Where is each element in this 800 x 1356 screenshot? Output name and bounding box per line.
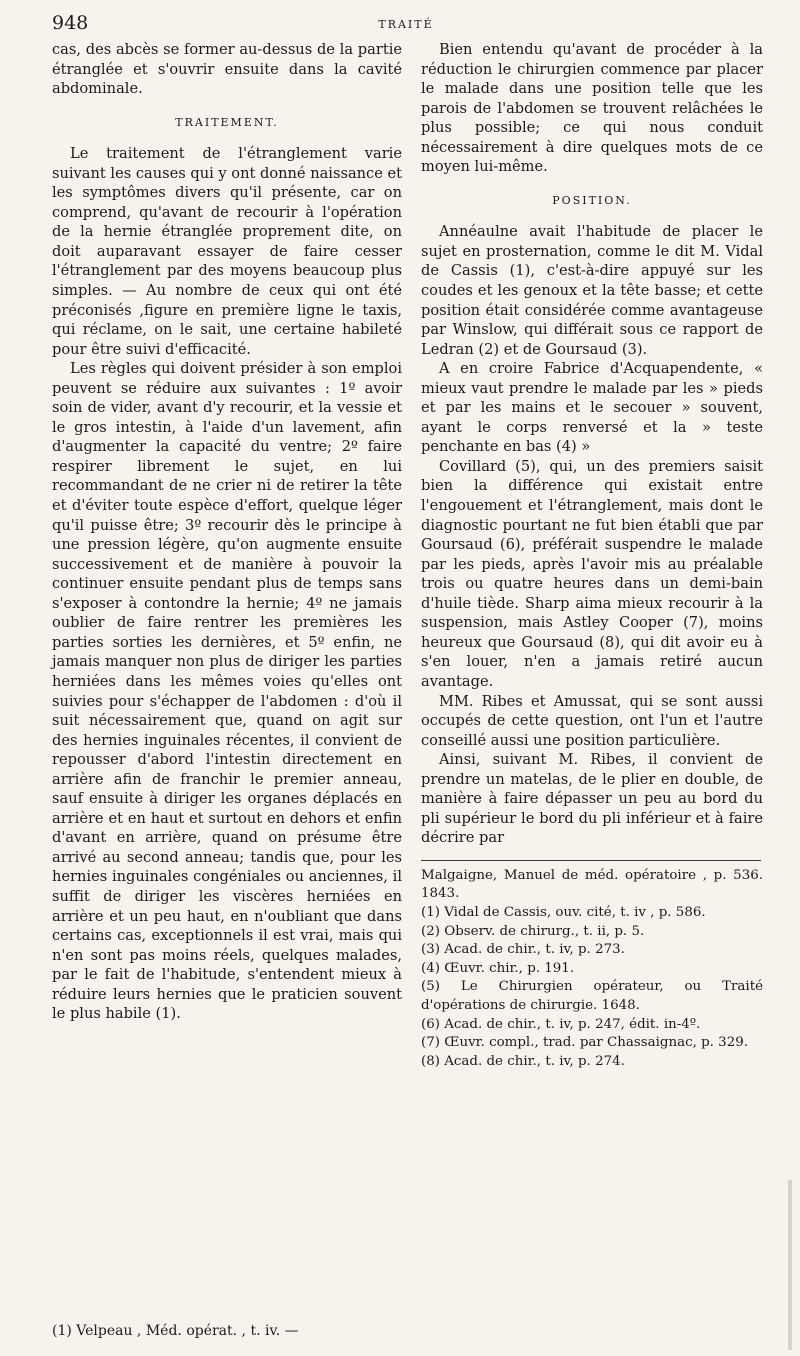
- footnote-7: (7) Œuvr. compl., trad. par Chassaignac, p. 329.: [421, 1035, 748, 1051]
- running-head: TRAITÉ: [378, 18, 434, 31]
- section-title-position: POSITION.: [552, 193, 632, 207]
- footnote-8: (8) Acad. de chir., t. iv, p. 274.: [421, 1053, 625, 1069]
- paragraph-traitement-2: Les règles qui doivent présider à son emploi peuvent se réduire aux suivantes : 1º avoir soin de vider, avant d'y recourir, et la vessie et le gros intestin, à l'aide d'un lavement, afin d'augmenter la capacité du ventre; 2º faire respirer librement le sujet, en lui recommandant de ne crier ni de retirer la tête et d'éviter toute espèce d'effort, quelque léger qu'il puisse être; 3º recourir dès le principe à une pression légère, qu'on augmente ensuite successivement et de manière à pouvoir la continuer ensuite pendant plus de temps sans s'exposer à contondre la hernie; 4º ne jamais oublier de faire rentrer les premières les parties sorties les dernières, et 5º enfin, ne jamais manquer non plus de diriger les parties herniées dans les mêmes voies qu'elles ont suivies pour s'échapper de l'abdomen : d'où il suit nécessairement que, quand on agit sur des hernies inguinales récentes, il convient de repousser d'abord l'intestin directement en arrière afin de franchir le premier anneau, sauf ensuite à diriger les organes déplacés en arrière et en haut et surtout en dehors et enfin d'avant en arrière, quand on présume être arrivé au second anneau; tandis que, pour les hernies inguinales congéniales ou anciennes, il suffit de diriger les viscères herniées en arrière et un peu haut, en n'oubliant que dans certains cas, exceptionnels il est vrai, mais qui n'en sont pas moins réels, quelques malades, par le fait de l'habitude, s'entendent mieux à réduire leurs hernies que le praticien souvent le plus habile (1).: [52, 360, 402, 1023]
- left-column: [52, 40, 402, 1024]
- intro-paragraph: cas, des abcès se former au-dessus de la partie étranglée et s'ouvrir ensuite dans la cavité abdominale.: [52, 41, 402, 98]
- page-header: [52, 10, 760, 40]
- page-edge-shadow: [788, 1180, 792, 1350]
- paragraph-position-4: MM. Ribes et Amussat, qui se sont aussi occupés de cette question, ont l'un et l'autre conseillé aussi une position particulière.: [421, 692, 763, 749]
- right-column: [421, 40, 763, 1071]
- left-footnote-area: [52, 1323, 402, 1339]
- footnote-1: (1) Vidal de Cassis, ouv. cité, t. iv , p. 586.: [421, 905, 706, 921]
- page-number: 948: [52, 12, 89, 34]
- footnote-3: (3) Acad. de chir., t. iv, p. 273.: [421, 942, 625, 958]
- footnote-1-left: (1) Velpeau , Méd. opérat. , t. iv. —: [52, 1323, 299, 1339]
- paragraph-traitement-1: Le traitement de l'étranglement varie suivant les causes qui y ont donné naissance et les symptômes divers qu'il présente, car on comprend, qu'avant de recourir à l'opération de la hernie étranglée proprement dite, on doit auparavant essayer de faire cesser l'étranglement par des moyens beaucoup plus simples. — Au nombre de ceux qui ont été préconisés ,figure en première ligne le taxis, qui réclame, on le sait, une certaine habileté pour être suivi d'efficacité.: [52, 145, 402, 358]
- paragraph-position-3: Covillard (5), qui, un des premiers saisit bien la différence qui existait entre l'engouement et l'étranglement, mais dont le diagnostic pourtant ne fut bien établi que par Goursaud (6), préférait suspendre le malade par les pieds, après l'avoir mis au préalable trois ou quatre heures dans un demi-bain d'huile tiède. Sharp aima mieux recourir à la suspension, mais Astley Cooper (7), moins heureux que Goursaud (8), qui dit avoir eu à s'en louer, n'en a jamais retiré aucun avantage.: [421, 457, 763, 690]
- section-title-traitement: TRAITEMENT.: [175, 115, 279, 129]
- footnote-rule: [421, 860, 761, 861]
- paragraph-position-1: Annéaulne avait l'habitude de placer le sujet en prosternation, comme le dit M. Vidal de Cassis (1), c'est-à-dire appuyé sur les coudes et les genoux et la tête basse; et cette position était considérée comme avantageuse par Winslow, qui différait sous ce rapport de Ledran (2) et de Goursaud (3).: [421, 223, 763, 358]
- footnote-6: (6) Acad. de chir., t. iv, p. 247, édit. in-4º.: [421, 1016, 701, 1032]
- paragraph-position-2: A en croire Fabrice d'Acquapendente, « mieux vaut prendre le malade par les » pieds et par les mains et le secouer » souvent, ayant le corps renversé et la » teste penchante en bas (4) »: [421, 360, 763, 456]
- footnote-5: (5) Le Chirurgien opérateur, ou Traité d'opérations de chirurgie. 1648.: [421, 979, 763, 1014]
- paragraph-position-5: Ainsi, suivant M. Ribes, il convient de prendre un matelas, de le plier en double, de manière à faire dépasser un peu au bord du pli supérieur le bord du pli inférieur et à faire décrire par: [421, 751, 763, 847]
- footnote-2: (2) Observ. de chirurg., t. ii, p. 5.: [421, 923, 645, 939]
- paragraph-reduction: Bien entendu qu'avant de procéder à la réduction le chirurgien commence par placer le malade dans une position telle que les parois de l'abdomen se trouvent relâchées le plus possible; ce qui nous conduit nécessairement à dire quelques mots de ce moyen lui-même.: [421, 41, 763, 176]
- footnote-continued: Malgaigne, Manuel de méd. opératoire , p. 536. 1843.: [421, 867, 763, 902]
- footnote-4: (4) Œuvr. chir., p. 191.: [421, 960, 575, 976]
- footnotes-right: [421, 860, 763, 1072]
